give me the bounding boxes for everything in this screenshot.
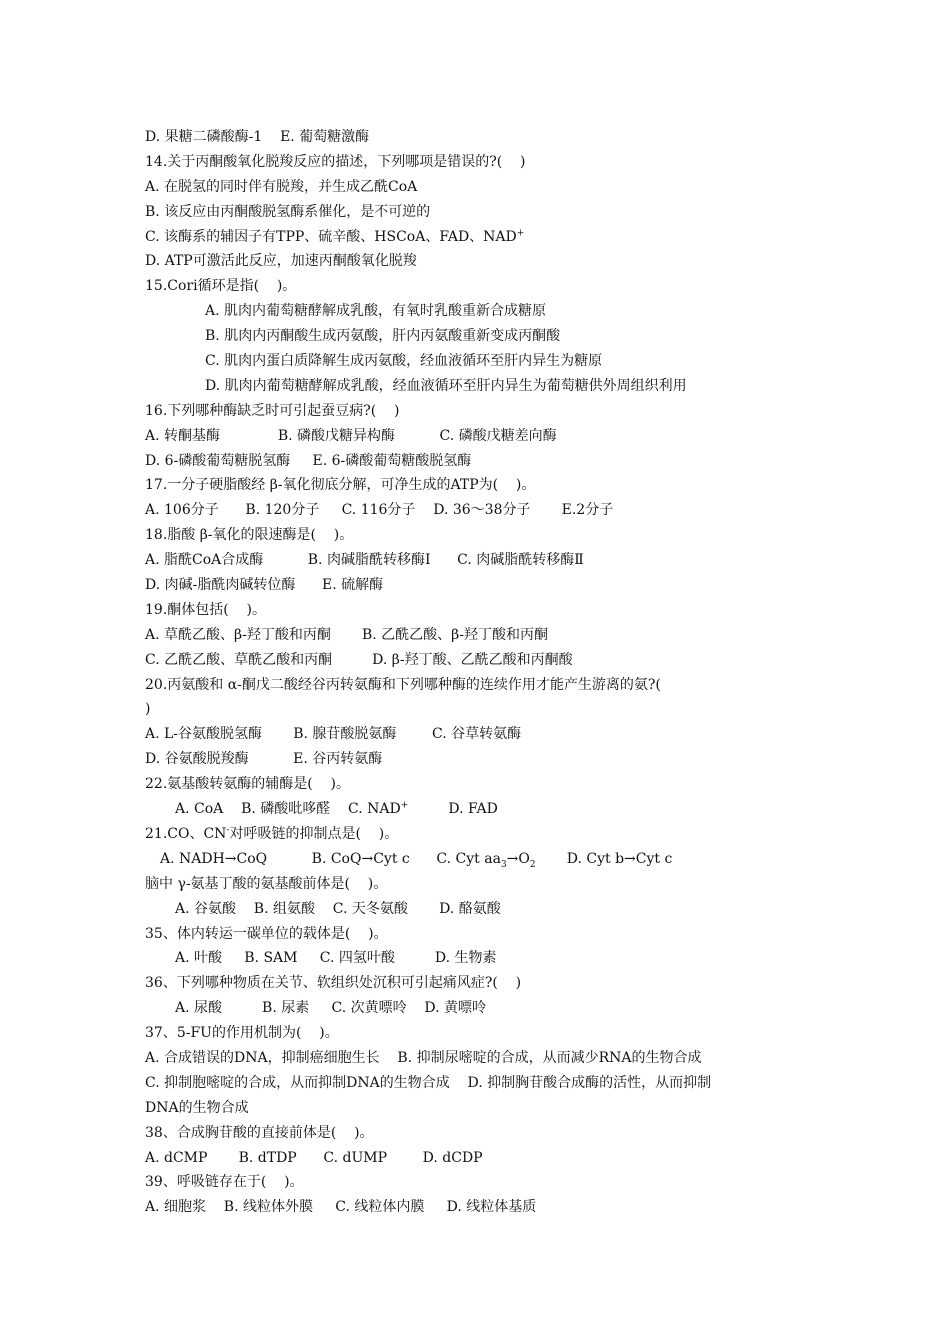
question-gaba: 脑中 γ-氨基丁酸的氨基酸前体是( )。 [145,875,388,892]
option-text: →O [506,850,530,867]
question-list [145,125,825,1220]
option-line: D. 谷氨酸脱羧酶 E. 谷丙转氨酶 [145,751,383,768]
question-19: 19.酮体包括( )。 [145,601,266,618]
option-line: C. 抑制胞嘧啶的合成，从而抑制DNA的生物合成 D. 抑制胸苷酸合成酶的活性，从而抑制 [145,1074,712,1091]
superscript-plus: + [516,227,525,238]
option-line: A. 谷氨酸 B. 组氨酸 C. 天冬氨酸 D. 酪氨酸 [175,900,501,917]
option-line: A. 草酰乙酸、β-羟丁酸和丙酮 B. 乙酰乙酸、β-羟丁酸和丙酮 [145,626,548,643]
option-line [145,847,825,872]
option-line: A. dCMP B. dTDP C. dUMP D. dCDP [145,1149,483,1166]
question-20: 20.丙氨酸和 α-酮戊二酸经谷丙转氨酶和下列哪种酶的连续作用才能产生游离的氨?( [145,676,661,693]
question-17: 17.一分子硬脂酸经 β-氧化彻底分解，可净生成的ATP为( )。 [145,477,536,494]
option-line: D. 6-磷酸葡萄糖脱氢酶 E. 6-磷酸葡萄糖酸脱氢酶 [145,452,472,469]
option-line: A. 叶酸 B. SAM C. 四氢叶酸 D. 生物素 [175,950,497,967]
question-36: 36、下列哪种物质在关节、软组织处沉积可引起痛风症?( ) [145,975,522,992]
question-14: 14.关于丙酮酸氧化脱羧反应的描述，下列哪项是错误的?( ) [145,153,526,170]
option-line: D. 肉碱-脂酰肉碱转位酶 E. 硫解酶 [145,577,384,594]
option-line: B. 该反应由丙酮酸脱氢酶系催化，是不可逆的 [145,203,431,220]
option-line: A. 在脱氢的同时伴有脱羧，并生成乙酰CoA [145,178,418,195]
option-line [145,797,825,822]
question-38: 38、合成胸苷酸的直接前体是( )。 [145,1124,374,1141]
question-text: 对呼吸链的抑制点是( )。 [229,825,399,842]
option-line: A. 尿酸 B. 尿素 C. 次黄嘌呤 D. 黄嘌呤 [175,1000,487,1017]
option-line: A. 转酮基酶 B. 磷酸戊糖异构酶 C. 磷酸戊糖差向酶 [145,427,557,444]
option-line: D. ATP可激活此反应，加速丙酮酸氧化脱羧 [145,253,417,270]
option-line: D. 肌肉内葡萄糖酵解成乳酸，经血液循环至肝内异生为葡萄糖供外周组织利用 [205,377,687,394]
option-line: C. 肌肉内蛋白质降解生成丙氨酸，经血液循环至肝内异生为糖原 [205,353,603,370]
option-line: A. 细胞浆 B. 线粒体外膜 C. 线粒体内膜 D. 线粒体基质 [145,1199,537,1216]
text-line: D. 果糖二磷酸酶-1 E. 葡萄糖激酶 [145,129,370,145]
option-line: A. 合成错误的DNA，抑制癌细胞生长 B. 抑制尿嘧啶的合成，从而减少RNA的生物合成 [145,1049,702,1066]
question-18: 18.脂酸 β-氧化的限速酶是( )。 [145,527,354,544]
question-39: 39、呼吸链存在于( )。 [145,1174,304,1191]
option-line [145,225,825,250]
question-16: 16.下列哪种酶缺乏时可引起蚕豆病?( ) [145,402,400,419]
question-37: 37、5-FU的作用机制为( )。 [145,1025,339,1042]
option-text: D. FAD [408,801,498,818]
question-text: 21.CO、CN [145,825,227,842]
superscript-plus: + [400,800,409,811]
question-22: 22.氨基酸转氨酶的辅酶是( )。 [145,776,350,793]
option-line: A. 脂酰CoA合成酶 B. 肉碱脂酰转移酶Ⅰ C. 肉碱脂酰转移酶Ⅱ [145,552,584,569]
option-line: A. L-谷氨酸脱氢酶 B. 腺苷酸脱氨酶 C. 谷草转氨酶 [145,726,522,743]
question-35: 35、体内转运一碳单位的载体是( )。 [145,925,388,942]
subscript-2: 2 [529,859,536,870]
option-line: A. 肌肉内葡萄糖酵解成乳酸，有氧时乳酸重新合成糖原 [205,303,547,320]
subscript-3: 3 [500,859,507,870]
option-text: C. 该酶系的辅因子有TPP、硫辛酸、HSCoA、FAD、NAD [145,228,517,245]
option-text: A. NADH→CoQ B. CoQ→Cyt c C. Cyt aa [160,850,501,867]
question-15: 15.Cori循环是指( )。 [145,278,297,295]
option-line: B. 肌肉内丙酮酸生成丙氨酸，肝内丙氨酸重新变成丙酮酸 [205,328,561,345]
question-21 [145,822,825,847]
option-text: A. CoA B. 磷酸吡哆醛 C. NAD [175,801,401,818]
question-20-continued: ) [145,701,151,718]
option-text: D. Cyt b→Cyt c [535,850,673,867]
option-line: DNA的生物合成 [145,1099,249,1116]
superscript-minus: - [226,825,230,836]
option-line: A. 106分子 B. 120分子 C. 116分子 D. 36～38分子 E.2分子 [145,502,614,519]
option-line: C. 乙酰乙酸、草酰乙酸和丙酮 D. β-羟丁酸、乙酰乙酸和丙酮酸 [145,651,573,668]
